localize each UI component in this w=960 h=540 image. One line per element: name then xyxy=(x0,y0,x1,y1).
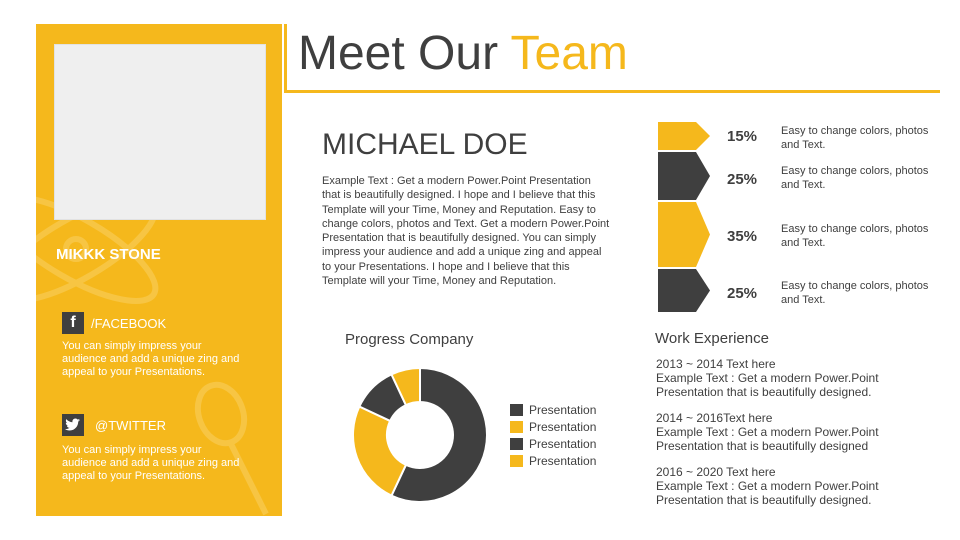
work-entry-1 xyxy=(656,357,906,399)
work-desc-3: Example Text : Get a modern Power.Point Presentation that is beautifully designed. xyxy=(656,479,879,507)
title-accent-line-horizontal xyxy=(284,90,940,93)
work-desc-1: Example Text : Get a modern Power.Point Presentation that is beautifully designed. xyxy=(656,371,879,399)
legend-item-1 xyxy=(510,403,596,417)
title-accent-line-vertical xyxy=(284,24,287,92)
work-desc-2: Example Text : Get a modern Power.Point Presentation that is beautifully designed xyxy=(656,425,879,453)
stat-description-2: Easy to change colors, photos and Text. xyxy=(781,165,929,191)
legend-label-1: Presentation xyxy=(529,403,597,417)
legend-swatch-3 xyxy=(510,438,523,450)
legend-item-3 xyxy=(510,437,596,451)
profile-name: MIKKK STONE xyxy=(56,246,161,263)
work-experience-title: Work Experience xyxy=(655,330,769,347)
work-period-3: 2016 ~ 2020 Text here xyxy=(656,465,776,479)
facebook-label: /FACEBOOK xyxy=(91,315,167,331)
stat-arrow-2 xyxy=(658,152,710,200)
facebook-description: You can simply impress your audience and add a unique zing and appeal to your Presentations. xyxy=(62,340,240,378)
progress-donut-chart xyxy=(345,360,495,510)
stat-arrow-4 xyxy=(658,269,710,312)
stat-description-1: Easy to change colors, photos and Text. xyxy=(781,125,929,151)
work-period-2: 2014 ~ 2016Text here xyxy=(656,411,773,425)
profile-panel xyxy=(36,24,282,516)
legend-swatch-2 xyxy=(510,421,523,433)
legend-item-4 xyxy=(510,454,596,468)
title-accent: Team xyxy=(510,27,628,80)
donut-slice-2 xyxy=(353,406,406,495)
twitter-icon xyxy=(62,414,84,436)
work-period-1: 2013 ~ 2014 Text here xyxy=(656,357,776,371)
twitter-label: @TWITTER xyxy=(95,417,166,433)
work-entry-3 xyxy=(656,465,906,507)
member-name: MICHAEL DOE xyxy=(322,128,528,161)
legend-label-3: Presentation xyxy=(529,437,597,451)
twitter-description: You can simply impress your audience and add a unique zing and appeal to your Presentations. xyxy=(62,444,240,482)
stat-description-3: Easy to change colors, photos and Text. xyxy=(781,223,929,249)
legend-label-4: Presentation xyxy=(529,454,597,468)
stat-percent-3: 35% xyxy=(727,228,758,245)
legend-swatch-1 xyxy=(510,404,523,416)
stat-percent-2: 25% xyxy=(727,171,758,188)
facebook-icon: f xyxy=(62,312,84,334)
stat-arrow-1 xyxy=(658,122,710,150)
stat-arrow-3 xyxy=(658,202,710,267)
title-main: Meet Our xyxy=(298,27,499,80)
stat-percent-1: 15% xyxy=(727,128,758,145)
progress-chart-title: Progress Company xyxy=(345,331,474,348)
profile-photo-placeholder xyxy=(54,44,266,220)
twitter-link[interactable] xyxy=(62,414,166,436)
stat-percent-4: 25% xyxy=(727,285,758,302)
stats-arrow-bars xyxy=(658,122,710,312)
legend-swatch-4 xyxy=(510,455,523,467)
member-bio: Example Text : Get a modern Power.Point Presentation that is beautifully designed. I hope and I believe that this Template will your Time, Money and Reputation. Easy to change colors, photos and Text. Get a modern Power.Point Presentation that is beautifully designed. You can simply impress your audience and add a unique zing and appeal to your Presentations. I hope and I believe that this Template will your Time, Money and Reputation. xyxy=(322,175,610,288)
facebook-link[interactable] xyxy=(62,312,166,334)
legend-label-2: Presentation xyxy=(529,420,597,434)
page-title xyxy=(298,26,628,81)
work-entry-2 xyxy=(656,411,906,453)
legend-item-2 xyxy=(510,420,596,434)
stat-description-4: Easy to change colors, photos and Text. xyxy=(781,280,929,306)
